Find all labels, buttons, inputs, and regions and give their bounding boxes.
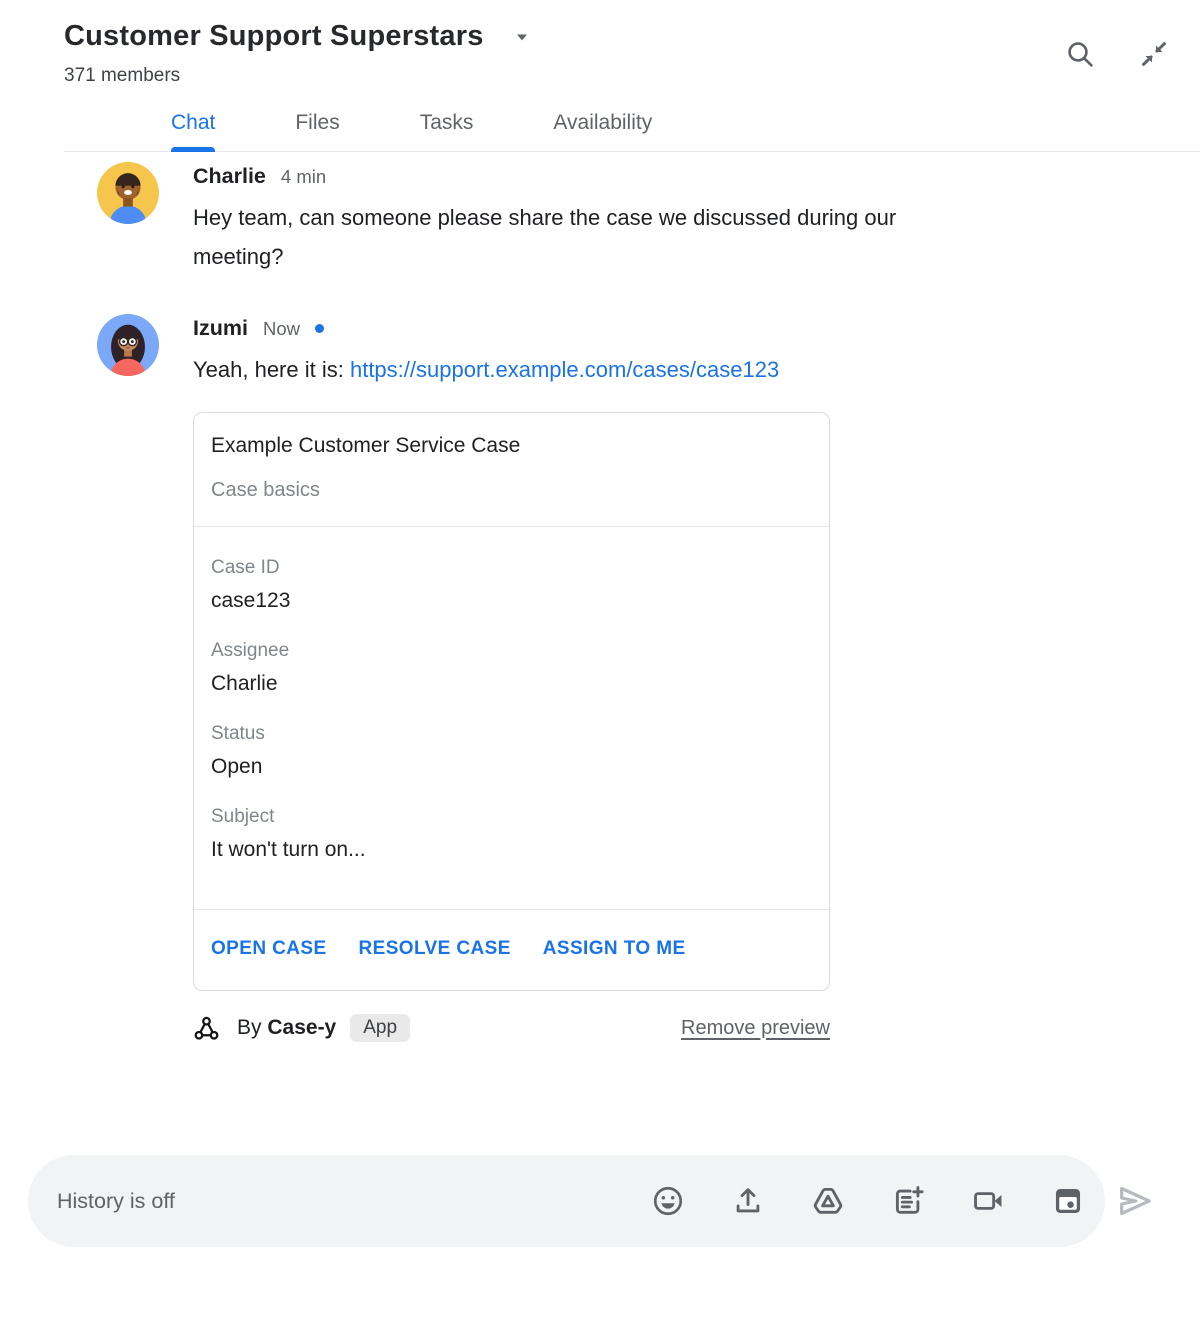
field-status: Status Open bbox=[211, 723, 265, 778]
field-subject: Subject It won't turn on... bbox=[211, 806, 366, 861]
message-izumi bbox=[97, 314, 1200, 1042]
tab-tasks[interactable]: Tasks bbox=[419, 111, 474, 134]
app-name: Case-y bbox=[267, 1016, 337, 1039]
send-icon[interactable] bbox=[1115, 1181, 1155, 1221]
message-author: Izumi bbox=[193, 316, 248, 340]
app-badge: App bbox=[350, 1014, 410, 1042]
message-list bbox=[0, 162, 1200, 1042]
card-title: Example Customer Service Case bbox=[211, 434, 521, 457]
field-case-id: Case ID case123 bbox=[211, 557, 291, 612]
upload-icon[interactable] bbox=[731, 1184, 765, 1218]
message-timestamp: 4 min bbox=[280, 165, 327, 187]
message-timestamp: Now bbox=[262, 317, 300, 339]
message-text: Yeah, here it is: https://support.example.com/cases/case123 bbox=[193, 357, 780, 382]
member-count: 371 members bbox=[64, 65, 181, 86]
search-icon[interactable] bbox=[1064, 38, 1096, 70]
add-task-icon[interactable] bbox=[891, 1184, 925, 1218]
message-author: Charlie bbox=[193, 164, 266, 188]
room-header bbox=[0, 0, 1200, 152]
room-title-menu[interactable] bbox=[64, 20, 1200, 53]
message-text: Hey team, can someone please share the case we discussed during our meeting? bbox=[193, 205, 897, 269]
case-link[interactable]: https://support.example.com/cases/case123 bbox=[349, 357, 780, 382]
tab-chat[interactable]: Chat bbox=[171, 111, 215, 151]
remove-preview-link[interactable]: Remove preview bbox=[681, 1016, 830, 1039]
avatar-charlie[interactable] bbox=[97, 162, 159, 224]
room-tabs bbox=[64, 111, 1200, 152]
card-subtitle: Case basics bbox=[211, 479, 320, 501]
by-label: By Case-y bbox=[237, 1016, 337, 1039]
compose-pill bbox=[28, 1155, 1105, 1247]
tab-availability[interactable]: Availability bbox=[553, 111, 653, 134]
drive-icon[interactable] bbox=[811, 1184, 845, 1218]
avatar-izumi[interactable] bbox=[97, 314, 159, 376]
assign-to-me-button[interactable]: ASSIGN TO ME bbox=[542, 938, 686, 959]
open-case-button[interactable]: OPEN CASE bbox=[211, 938, 327, 959]
message-input[interactable] bbox=[57, 1189, 651, 1214]
calendar-icon[interactable] bbox=[1051, 1184, 1085, 1218]
field-assignee: Assignee Charlie bbox=[211, 640, 290, 695]
tab-files[interactable]: Files bbox=[295, 111, 340, 134]
app-attribution bbox=[193, 1014, 830, 1042]
case-preview-card bbox=[193, 412, 830, 991]
message-composer bbox=[28, 1155, 1155, 1247]
webhook-icon bbox=[193, 1015, 220, 1042]
emoji-icon[interactable] bbox=[651, 1184, 685, 1218]
video-icon[interactable] bbox=[971, 1184, 1005, 1218]
resolve-case-button[interactable]: RESOLVE CASE bbox=[358, 938, 511, 959]
close-fullscreen-icon[interactable] bbox=[1138, 38, 1170, 70]
message-charlie bbox=[97, 162, 1200, 276]
chevron-down-icon bbox=[512, 27, 532, 47]
page-title: Customer Support Superstars bbox=[64, 20, 484, 52]
online-dot bbox=[315, 324, 324, 333]
